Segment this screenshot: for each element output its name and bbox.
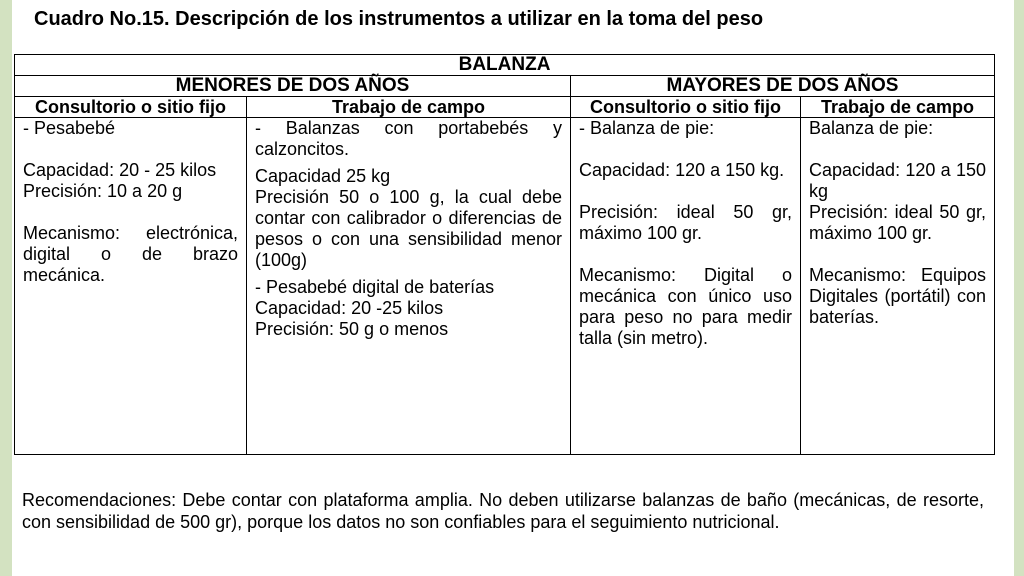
left-border-strip <box>0 0 12 576</box>
cell-text: Capacidad: 120 a 150 kg. <box>579 160 785 180</box>
column-header: Consultorio o sitio fijo <box>571 97 801 118</box>
cell-text: - Balanzas con portabebés y calzoncitos. <box>255 118 562 159</box>
recommendations-text: Recomendaciones: Debe contar con plataforma amplia. No deben utilizarse balanzas de baño (mecánicas, de resorte, con sensibilidad de 500 gr), porque los datos no son confiables para el seguimiento nutricional. <box>22 490 984 532</box>
cell-text: Capacidad: 120 a 150 kg <box>809 160 987 201</box>
cell-under-two-field <box>247 118 571 455</box>
group-over-two: MAYORES DE DOS AÑOS <box>571 76 995 97</box>
cell-text: Balanza de pie: <box>809 118 934 138</box>
cell-text: Capacidad 25 kg <box>255 166 391 186</box>
cell-text: - Pesabebé digital de baterías <box>255 277 495 297</box>
cell-text: Precisión 50 o 100 g, la cual debe contar con calibrador o diferencias de pesos o con una sensibilidad menor (100g) <box>255 187 562 270</box>
cell-text: Mecanismo: electrónica, digital o de brazo mecánica. <box>23 223 238 285</box>
cell-text: Precisión: ideal 50 gr, máximo 100 gr. <box>579 202 792 243</box>
column-header: Trabajo de campo <box>247 97 571 118</box>
cell-text: Mecanismo: Digital o mecánica con único uso para peso no para medir talla (sin metro). <box>579 265 792 348</box>
cell-text: Capacidad: 20 -25 kilos <box>255 298 444 318</box>
header-balanza: BALANZA <box>15 55 995 76</box>
column-header: Consultorio o sitio fijo <box>15 97 247 118</box>
cell-text: Precisión: 50 g o menos <box>255 319 449 339</box>
cell-text: Precisión: ideal 50 gr, máximo 100 gr. <box>809 202 987 243</box>
cell-text: - Pesabebé <box>23 118 116 138</box>
cell-text: - Balanza de pie: <box>579 118 715 138</box>
cell-over-two-field <box>801 118 995 455</box>
cell-text: Mecanismo: Equipos Digitales (portátil) con baterías. <box>809 265 987 327</box>
cell-over-two-fixed <box>571 118 801 455</box>
instruments-table <box>14 54 995 455</box>
cell-under-two-fixed <box>15 118 247 455</box>
table-caption: Cuadro No.15. Descripción de los instrumentos a utilizar en la toma del peso <box>34 8 764 30</box>
group-under-two: MENORES DE DOS AÑOS <box>15 76 571 97</box>
column-header: Trabajo de campo <box>801 97 995 118</box>
right-border-strip <box>1014 0 1024 576</box>
cell-text: Precisión: 10 a 20 g <box>23 181 183 201</box>
cell-text: Capacidad: 20 - 25 kilos <box>23 160 217 180</box>
